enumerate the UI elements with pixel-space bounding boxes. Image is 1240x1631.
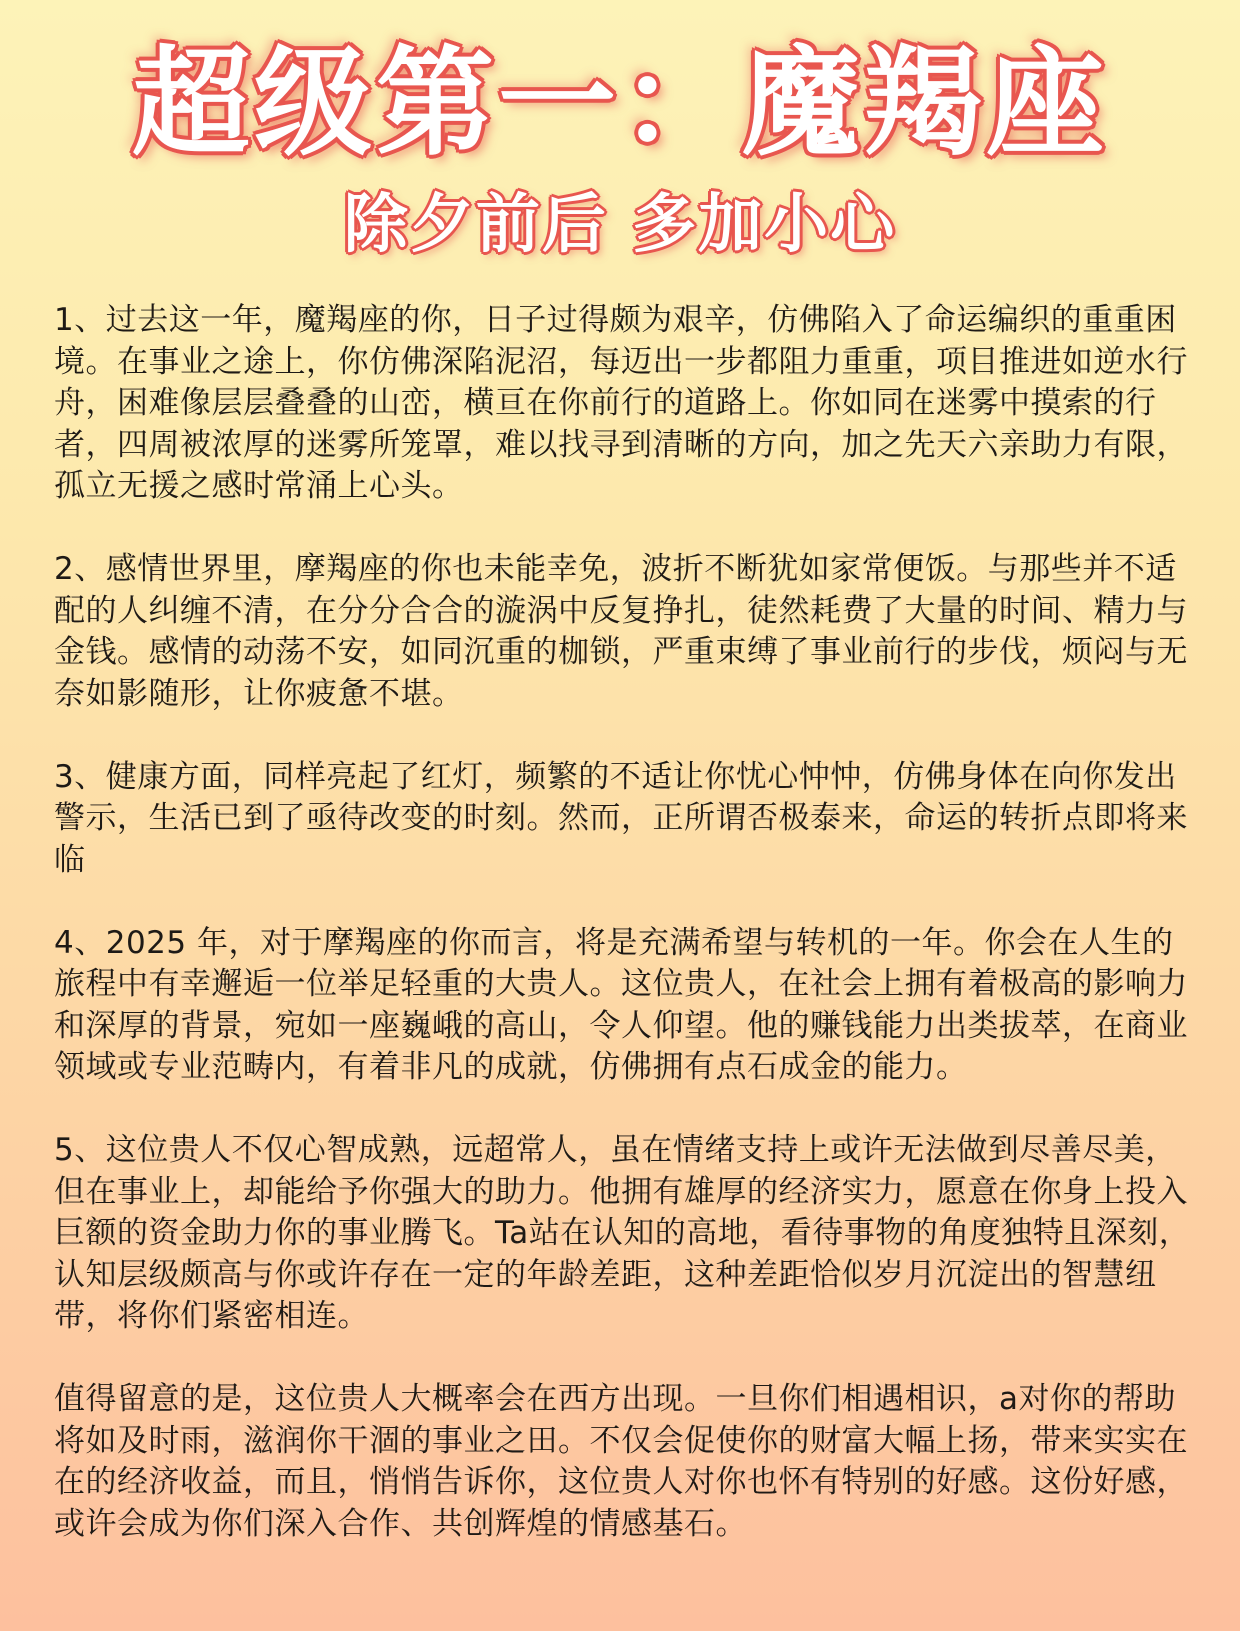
- page-title: 超级第一：魔羯座: [131, 34, 1108, 172]
- paragraph-6: 值得留意的是，这位贵人大概率会在西方出现。一旦你们相遇相识，a对你的帮助将如及时雨，滋润你干涸的事业之田。不仅会促使你的财富大幅上扬，带来实实在在的经济收益，而且，悄悄告诉你，这位贵人对你也怀有特别的好感。这份好感，或许会成为你们深入合作、共创辉煌的情感基石。: [54, 1381, 1188, 1542]
- article-body: [54, 300, 1194, 1587]
- paragraph-1: 1、过去这一年，魔羯座的你，日子过得颇为艰辛，仿佛陷入了命运编织的重重困境。在事业之途上，你仿佛深陷泥沼，每迈出一步都阻力重重，项目推进如逆水行舟，困难像层层叠叠的山峦，横亘在你前行的道路上。你如同在迷雾中摸索的行者，四周被浓厚的迷雾所笼罩，难以找寻到清晰的方向，加之先天六亲助力有限，孤立无援之感时常涌上心头。: [54, 302, 1188, 504]
- paragraph-2: 2、感情世界里，摩羯座的你也未能幸免，波折不断犹如家常便饭。与那些并不适配的人纠缠不清，在分分合合的漩涡中反复挣扎，徒然耗费了大量的时间、精力与金钱。感情的动荡不安，如同沉重的枷锁，严重束缚了事业前行的步伐，烦闷与无奈如影随形，让你疲惫不堪。: [54, 551, 1188, 712]
- paragraph-3: 3、健康方面，同样亮起了红灯，频繁的不适让你忧心忡忡，仿佛身体在向你发出警示，生活已到了亟待改变的时刻。然而，正所谓否极泰来，命运的转折点即将来临: [54, 758, 1188, 878]
- paragraph-4: 4、2025 年，对于摩羯座的你而言，将是充满希望与转机的一年。你会在人生的旅程中有幸邂逅一位举足轻重的大贵人。这位贵人，在社会上拥有着极高的影响力和深厚的背景，宛如一座巍峨的高山，令人仰望。他的赚钱能力出类拔萃，在商业领域或专业范畴内，有着非凡的成就，仿佛拥有点石成金的能力。: [54, 924, 1188, 1085]
- page-subtitle: 除夕前后 多加小心: [343, 188, 897, 262]
- paragraph-5: 5、这位贵人不仅心智成熟，远超常人，虽在情绪支持上或许无法做到尽善尽美，但在事业上，却能给予你强大的助力。他拥有雄厚的经济实力，愿意在你身上投入巨额的资金助力你的事业腾飞。Ta站在认知的高地，看待事物的角度独特且深刻，认知层级颇高与你或许存在一定的年龄差距，这种差距恰似岁月沉淀出的智慧纽带，将你们紧密相连。: [54, 1132, 1191, 1334]
